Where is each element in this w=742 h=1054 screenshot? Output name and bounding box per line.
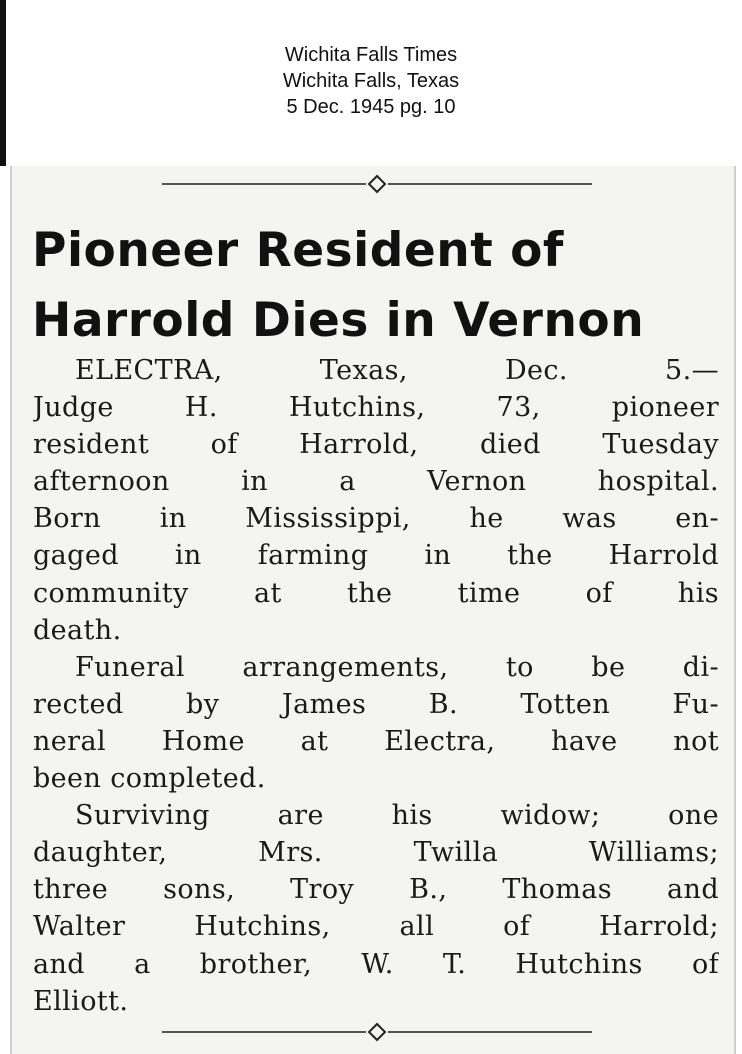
body-line: rected by James B. Totten Fu-	[33, 688, 719, 720]
caption-date-page: 5 Dec. 1945 pg. 10	[286, 96, 456, 118]
body-line: Walter Hutchins, all of Harrold;	[33, 911, 719, 943]
top-diamond-rule-icon	[162, 174, 592, 194]
body-line: gaged in farming in the Harrold	[33, 540, 719, 572]
body-line: neral Home at Electra, have not	[33, 725, 719, 757]
body-line: Funeral arrangements, to be di-	[75, 651, 719, 683]
caption-newspaper: Wichita Falls Times	[284, 44, 458, 66]
newspaper-clipping	[10, 166, 736, 1054]
caption-location: Wichita Falls, Texas	[282, 70, 460, 92]
article-body	[33, 352, 719, 1020]
body-line: Born in Mississippi, he was en-	[33, 503, 719, 535]
article-headline	[32, 216, 722, 356]
body-line: death.	[33, 614, 122, 646]
body-line: afternoon in a Vernon hospital.	[33, 466, 719, 498]
body-line: Surviving are his widow; one	[75, 800, 719, 832]
body-line: three sons, Troy B., Thomas and	[33, 874, 719, 906]
headline-line-1: Pioneer Resident of	[32, 223, 564, 278]
body-line: ELECTRA, Texas, Dec. 5.—	[75, 355, 719, 386]
paragraph-2	[33, 649, 719, 797]
body-line: daughter, Mrs. Twilla Williams;	[33, 837, 719, 869]
body-line: resident of Harrold, died Tuesday	[33, 429, 719, 461]
paragraph-1	[33, 352, 719, 649]
body-line: Judge H. Hutchins, 73, pioneer	[33, 392, 719, 424]
source-caption	[0, 42, 742, 120]
body-line: been completed.	[33, 763, 266, 795]
body-line: community at the time of his	[33, 577, 719, 609]
paragraph-3	[33, 797, 719, 1020]
bottom-diamond-rule-icon	[162, 1022, 592, 1042]
body-line: and a brother, W. T. Hutchins of	[33, 948, 719, 980]
body-line: Elliott.	[33, 985, 129, 1017]
headline-line-2: Harrold Dies in Vernon	[32, 293, 645, 348]
